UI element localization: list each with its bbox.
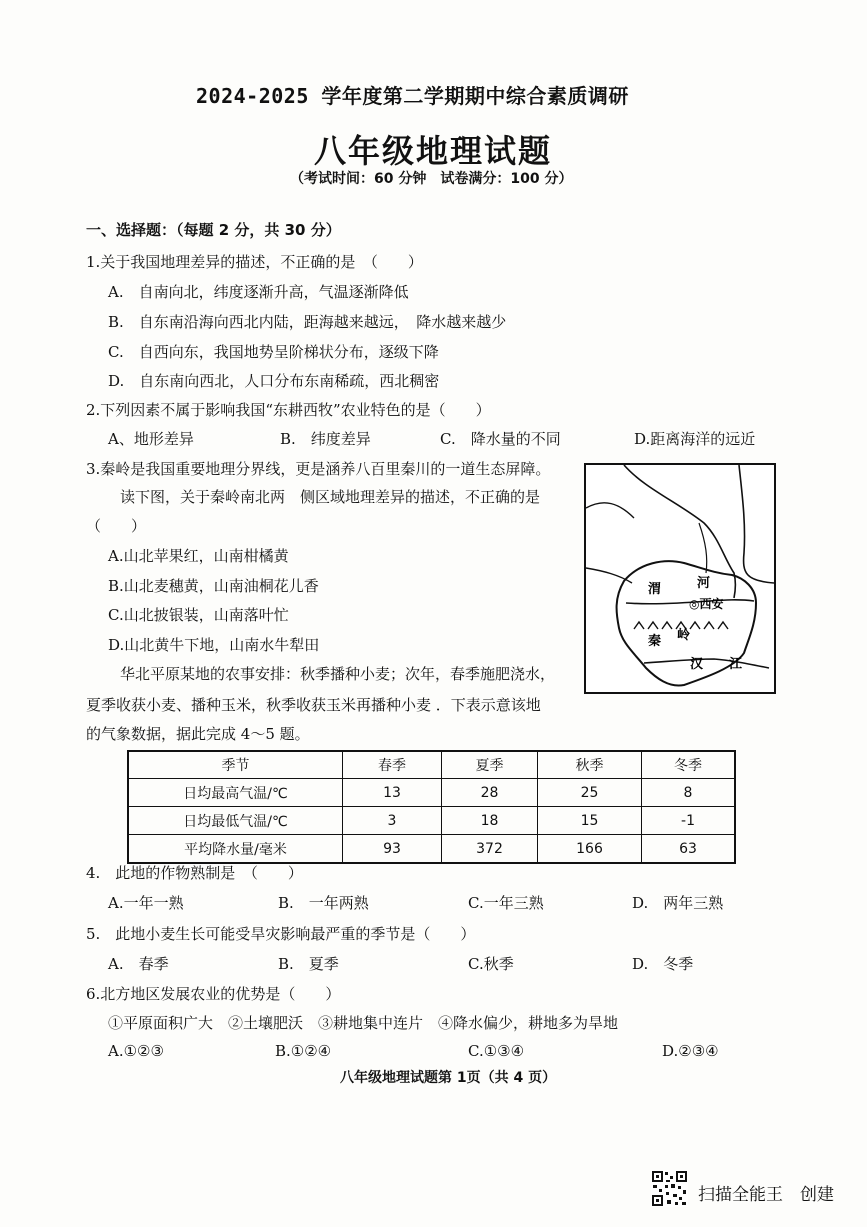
table-cell: 93	[343, 835, 442, 864]
table-cell: 166	[538, 835, 642, 864]
question-1-option-c: C. 自西向东，我国地势呈阶梯状分布，逐级下降	[108, 343, 439, 361]
question-6-option-b: B.①②④	[275, 1042, 332, 1060]
passage-line1: 华北平原某地的农事安排：秋季播种小麦；次年，春季施肥浇水，	[120, 665, 556, 683]
climate-data-table	[127, 750, 736, 864]
table-header-row	[128, 751, 735, 779]
question-1-option-d: D. 自东南向西北，人口分布东南稀疏，西北稠密	[108, 372, 440, 390]
table-header-cell: 春季	[343, 751, 442, 779]
table-header-cell: 秋季	[538, 751, 642, 779]
table-cell: 平均降水量/毫米	[128, 835, 343, 864]
exam-info: （考试时间：60 分钟 试卷满分：100 分）	[290, 171, 573, 187]
question-6-option-d: D.②③④	[662, 1042, 719, 1060]
question-4-option-b: B. 一年两熟	[278, 894, 369, 912]
question-5-option-c: C.秋季	[468, 955, 514, 973]
table-cell: 日均最低气温/℃	[128, 807, 343, 835]
table-cell: 18	[442, 807, 538, 835]
question-6-stem: 6.北方地区发展农业的优势是（ ）	[86, 985, 341, 1003]
question-6-items: ①平原面积广大 ②土壤肥沃 ③耕地集中连片 ④降水偏少，耕地多为旱地	[108, 1014, 619, 1032]
question-3-option-c: C.山北披银装，山南落叶忙	[108, 606, 289, 624]
question-3-option-b: B.山北麦穗黄，山南油桐花儿香	[108, 577, 319, 595]
exam-title-year: 2024-2025 学年度第二学期期中综合素质调研	[196, 84, 629, 108]
table-header-cell: 季节	[128, 751, 343, 779]
question-2-option-c: C. 降水量的不同	[440, 430, 561, 448]
question-5-option-d: D. 冬季	[632, 955, 694, 973]
question-4-option-d: D. 两年三熟	[632, 894, 724, 912]
map-label-he: 河	[697, 576, 711, 591]
question-2-stem: 2.下列因素不属于影响我国“东耕西牧”农业特色的是（ ）	[86, 401, 491, 419]
question-4-option-c: C.一年三熟	[468, 894, 544, 912]
map-label-han: 汉	[690, 657, 704, 672]
question-1-option-b: B. 自东南沿海向西北内陆，距海越来越远， 降水越来越少	[108, 313, 507, 331]
question-6-option-a: A.①②③	[108, 1042, 164, 1060]
question-1-stem: 1.关于我国地理差异的描述，不正确的是 （ ）	[86, 253, 423, 271]
question-5-option-a: A. 春季	[108, 955, 169, 973]
qinling-map	[584, 463, 776, 694]
table-header-cell: 冬季	[642, 751, 736, 779]
table-row	[128, 779, 735, 807]
table-cell: 3	[343, 807, 442, 835]
map-label-jiang: 江	[729, 657, 743, 672]
table-cell: 63	[642, 835, 736, 864]
table-cell: 8	[642, 779, 736, 807]
table-cell: -1	[642, 807, 736, 835]
map-label-qin: 秦	[648, 634, 662, 649]
table-cell: 372	[442, 835, 538, 864]
question-2-option-a: A、地形差异	[108, 430, 194, 448]
question-2-option-d: D.距离海洋的远近	[634, 430, 756, 448]
table-cell: 25	[538, 779, 642, 807]
table-cell: 15	[538, 807, 642, 835]
scanner-watermark: 扫描全能王 创建	[698, 1185, 834, 1205]
question-3-option-a: A.山北苹果红，山南柑橘黄	[108, 547, 289, 565]
qr-code-icon	[651, 1170, 688, 1207]
question-1-option-a: A. 自南向北，纬度逐渐升高，气温逐渐降低	[108, 283, 409, 301]
question-6-option-c: C.①③④	[468, 1042, 525, 1060]
question-2-option-b: B. 纬度差异	[280, 430, 371, 448]
passage-line2: 夏季收获小麦、播种玉米，秋季收获玉米再播种小麦 ．下表示意该地	[86, 696, 541, 714]
question-3-stem-line3: （ ）	[86, 517, 147, 535]
table-header-cell: 夏季	[442, 751, 538, 779]
table-row	[128, 807, 735, 835]
exam-title-subject: 八年级地理试题	[314, 132, 553, 170]
table-cell: 日均最高气温/℃	[128, 779, 343, 807]
question-3-stem-line2: 读下图，关于秦岭南北两 侧区域地理差异的描述，不正确的是	[120, 488, 541, 506]
map-label-ling: 岭	[677, 628, 691, 643]
question-4-stem: 4. 此地的作物熟制是 （ ）	[86, 864, 303, 882]
map-label-wei: 渭	[648, 582, 662, 597]
page-footer: 八年级地理试题第 1页（共 4 页）	[340, 1070, 557, 1086]
question-4-option-a: A.一年一熟	[108, 894, 184, 912]
question-3-option-d: D.山北黄牛下地，山南水牛犁田	[108, 636, 320, 654]
question-5-stem: 5. 此地小麦生长可能受旱灾影响最严重的季节是（ ）	[86, 925, 476, 943]
passage-line3: 的气象数据，据此完成 4～5 题。	[86, 725, 310, 743]
table-cell: 13	[343, 779, 442, 807]
question-3-stem-line1: 3.秦岭是我国重要地理分界线，更是涵养八百里秦川的一道生态屏障。	[86, 460, 551, 478]
table-row	[128, 835, 735, 864]
question-5-option-b: B. 夏季	[278, 955, 339, 973]
section-heading: 一、选择题：（每题 2 分，共 30 分）	[86, 221, 341, 239]
map-label-xian: ◎西安	[689, 597, 724, 611]
table-cell: 28	[442, 779, 538, 807]
